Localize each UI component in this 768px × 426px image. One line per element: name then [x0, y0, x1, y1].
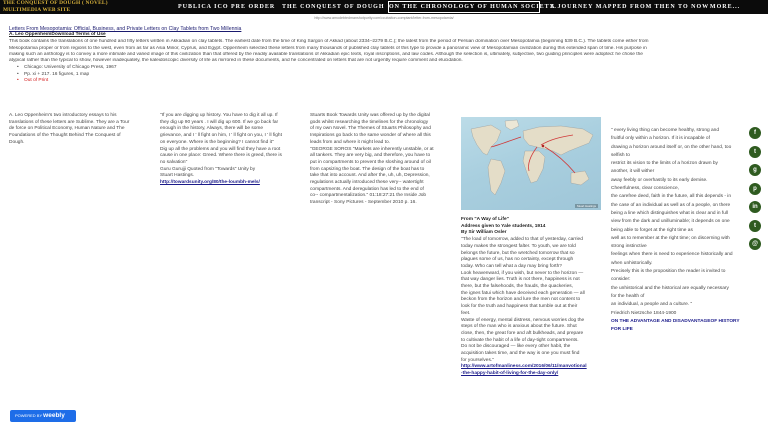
text-line: all tankers. They are very big, and therefore, you have to	[310, 153, 431, 159]
site-title-line-1: THE CONQUEST OF DOUGH ( NOVEL)	[3, 0, 108, 6]
text-line: regulations actually introduced these very-- watertight	[310, 180, 424, 186]
site-title-line-2: MULTIMEDIA WEB SITE	[3, 6, 71, 13]
text-line: selfish to	[611, 152, 630, 158]
text-line: Stuarts Book Towards Unity was offered up by the digital	[310, 113, 430, 118]
nav-item-publica-ico[interactable]: PUBLICA ICO PRE ORDER	[178, 4, 276, 10]
weebly-logo-text: weebly	[43, 412, 65, 419]
text-line: strong instinctive	[611, 244, 647, 250]
text-line: for the health of	[611, 293, 645, 299]
book-meta-list	[9, 65, 744, 84]
text-line: take that into account. And after the, uh, uh, Depression,	[310, 173, 430, 179]
nietzsche-essay-title-cont: FOR LIFE	[611, 327, 633, 333]
text-line: Look heavenward, if you wish, but never to the horizon —	[461, 270, 584, 276]
text-line: well as to remember at the right time; on discerning with	[611, 235, 730, 241]
text-line: belongs the future, but the wretched tomorrow that so	[461, 250, 575, 256]
text-line: that way danger lies. Truth is not there, happiness is not	[461, 277, 580, 283]
intro-line: making such an anthology is to convey a more intimate and varied image of this civilization than that offered by the readily available translations of Akkadian epic texts, royal inscriptions, and law codes. Although the selection is, ultimately, subjective, two guiding principles were adopted: he chose the	[9, 51, 643, 57]
top-navigation-bar	[0, 0, 768, 14]
text-line: being able to forget at the right time as	[611, 227, 693, 233]
text-line: look for the truth and happiness that tumble out at their	[461, 304, 578, 310]
text-line: the carefree deed, faith in the future, all this depends - in	[611, 194, 731, 200]
text-line: no salvation"	[160, 159, 188, 165]
meta-publisher: • Chicago: University of Chicago Press, 1967	[9, 65, 744, 71]
text-line: Do not be discouraged — like every other habit, the	[461, 344, 571, 350]
nav-item-conquest-of-dough[interactable]: THE CONQUEST OF DOUGH	[282, 4, 385, 10]
text-line: drawing a horizon around itself or, on the other hand, too	[611, 144, 732, 150]
source-url[interactable]: http://www.amodebtedmanshotpurity.com/ccubaiton-comptant/letter-from-mesopotamia/	[314, 16, 454, 20]
art-of-manliness-link[interactable]: http://www.artofmanliness.com/2016/06/11/manvotional	[461, 364, 587, 370]
text-line: Cheerfulness, clear conscience,	[611, 186, 679, 192]
intro-line: Mesopotamia proper or from regions to the west, even from as far as Asia Minor, Cyprus, and Egypt. Oppenheim selected these letters from many thousands of published clay tablets of this type to provide a panoramic view of Mesopotamian civilization during this extended span of time. His purpose in	[9, 45, 647, 51]
quote-source-author: By Sir William Osler	[461, 230, 507, 236]
text-line: gods whilst researching the timelines for the chronology	[310, 119, 429, 125]
quote-source-address: Address given to Yale students, 1914	[461, 223, 546, 229]
towards-unity-link[interactable]: http://towardsunity.org/80/the-loumbh-mels/	[160, 180, 260, 186]
text-line: the unhistorical and the historical are equally necessary	[611, 285, 729, 291]
text-line: fruitful only within a horizon. If it is incapable of	[611, 136, 710, 142]
text-line: beckon from the horizon and lure the men not content to	[461, 297, 581, 303]
text-line: put in compartments to prevent the sloshing around of oil	[310, 159, 431, 165]
nav-item-more[interactable]: MORE...	[709, 4, 741, 10]
facebook-icon[interactable]: f	[749, 127, 761, 139]
text-line: there, but the falsehoods, the frauds, the quackeries,	[461, 284, 573, 290]
text-line: feet.	[461, 310, 471, 316]
column-guru-quote	[160, 113, 305, 187]
text-line: Waste of energy, mental distress, nervous worries dog the	[461, 317, 585, 323]
book-title-link[interactable]: Letters From Mesopotamia: Official, Business, and Private Letters on Clay Tablets from Two Millennia	[9, 26, 242, 32]
nav-item-chronology[interactable]: ON THE CHRONOLOGY OF HUMAN SOCIETY.	[388, 1, 540, 13]
powered-by-label: POWERED BY	[15, 413, 43, 418]
text-line: they dig up 90 years . I will dig up 600. If we go back far	[160, 119, 279, 125]
column-nietzsche-quote	[611, 127, 749, 334]
art-of-manliness-link-cont[interactable]: -the-happy-habit-of-living-for-the-day-only/	[461, 371, 559, 377]
column-osler-quote	[461, 217, 606, 378]
column-stuart-soros	[310, 113, 456, 207]
text-line: from capsizing the boat. The design of the boat has to	[310, 166, 425, 172]
text-line: another, it will wither	[611, 169, 655, 175]
out-of-print-status: • Out of Print	[9, 78, 744, 84]
text-line: the ignes fatui which have deceived each generation — all	[461, 290, 585, 296]
text-line: "GEORGE SOROS "Markets are inherently unstable, or at	[310, 146, 434, 152]
text-line: Dough.	[9, 139, 25, 145]
text-line: view from the dark and unilluminable; it depends on one	[611, 219, 730, 225]
map-credit: Stuart Hastings	[576, 204, 596, 208]
text-line: Friedrich Nietzsche 1844-1900	[611, 310, 677, 316]
weebly-badge[interactable]	[10, 410, 76, 422]
text-line: Dig up all the problems and you will find they have a root	[160, 146, 281, 152]
pinterest-icon[interactable]: p	[749, 183, 761, 195]
text-line: being a line which distinguishes what is clear and in full	[611, 210, 729, 216]
text-line: grievance, and I ' ll fight on him, I ' ll fight on you, I ' ll fight	[160, 133, 282, 139]
quote-source-title: From "A Way of Life"	[461, 217, 509, 222]
text-line: consider:	[611, 277, 631, 283]
text-line: translations of these letters are Sublime. They are a Tour	[9, 119, 130, 125]
text-line: "The load of tomorrow, added to that of yesterday, carried	[461, 237, 583, 243]
text-line: on everyone. Where is the beginning? I cannot find it"	[160, 139, 274, 145]
tumblr-icon[interactable]: t	[749, 220, 761, 232]
text-line: Guru Gurujji Quoted from "Towards" Unity by	[160, 166, 256, 172]
text-line: today makes the strongest falter. To youth, we are told	[461, 243, 576, 249]
text-line: "If you are digging up history. You have to dig it all up. If	[160, 113, 278, 118]
column-oppenheim-note	[9, 113, 159, 147]
text-line: de force on Political Economy, Human Nature and The	[9, 126, 125, 132]
text-line: close, then, the great fore and aft bulkheads, and prepare	[461, 330, 584, 336]
meta-pages: • Pp. xi + 217. 16 figures, 1 map	[9, 72, 744, 78]
text-line: Foundations of the Thought Behind The Conquest of	[9, 133, 121, 139]
text-line: enough in the history, Always, there will be some	[160, 126, 264, 132]
text-line: Inspirations go back to the same wonder of where all this	[310, 133, 431, 139]
text-line: today. Who can tell what a day may bring forth?	[461, 263, 562, 269]
nav-item-journey-mapped[interactable]: A JOURNEY MAPPED FROM THEN TO NOW	[550, 4, 710, 10]
text-line: for yourselves."	[461, 357, 494, 363]
text-line: steps of the man who is anxious about the future. Shut	[461, 324, 577, 330]
text-line: feelings when there is need to experience historically and	[611, 252, 733, 258]
intro-section	[9, 26, 744, 84]
intro-line: This book contains the translations of one hundred and fifty letters written in Akkadian on clay tablets. The earliest date from the time of King Sargon of Akkad (about 2334–2279 B.C.); the latest from the period of Persian domination over Mesopotamia (beginning 539 B.C.). The tablets come either from	[9, 39, 649, 45]
site-title[interactable]	[3, 0, 153, 13]
world-map-graphic	[461, 117, 601, 210]
text-line: transcript - Sony Pictures - September 2010 p. 16.	[310, 200, 417, 206]
world-map-image[interactable]	[461, 117, 601, 210]
text-line: an individual, a people and a culture. "	[611, 302, 693, 308]
twitter-icon[interactable]: t	[749, 146, 761, 158]
text-line: when unhistorically.	[611, 260, 653, 266]
linkedin-icon[interactable]: in	[749, 201, 761, 213]
google-plus-icon[interactable]: g	[749, 164, 761, 176]
social-share-bar	[749, 127, 763, 257]
text-line: plagues some of us, has no certainty, except through	[461, 257, 574, 263]
email-icon[interactable]: @	[749, 238, 761, 250]
nietzsche-essay-title: ON THE ADVANTAGE AND DISADVANTAGEOF HISTORY	[611, 318, 740, 324]
text-line: Stuart Hastings.	[160, 173, 195, 179]
text-line: cause in one place: Greed. Where there is greed, there is	[160, 153, 282, 159]
text-line: restrict its vision to the limits of a horizon drawn by	[611, 161, 718, 167]
text-line: Precisely this is the proposition the reader is invited to	[611, 269, 726, 275]
text-line: leads from and where it might lead to.	[310, 139, 390, 145]
text-line: to cultivate the habit of a life of day-tight compartments.	[461, 337, 579, 343]
book-author-terms-link[interactable]: A. Leo OppenheimDownload Terms of Use	[9, 32, 106, 38]
text-line: compartments. And deregulation has led to the end of	[310, 186, 424, 192]
intro-line: atypical rather than the typical to show, however inadequately, the kaleidoscopic diversity of life as mirrored in these documents, and he concentrated on letters that are not urgently require comment and elucidation.	[9, 58, 463, 64]
text-line: of my own Novel. The Themes of Stuarts Philosophy and	[310, 126, 431, 132]
text-line: acquisition takes time, and the way is one you must find	[461, 351, 580, 357]
text-line: " every living thing can become healthy, strong and	[611, 128, 720, 133]
text-line: away feebly or overhastily to its early demise.	[611, 177, 708, 183]
text-line: the case of an individual as well as of a people, on there	[611, 202, 731, 208]
intro-paragraph	[9, 39, 744, 64]
text-line: A. Leo Oppenheim's two introductory essays to his	[9, 113, 117, 118]
text-line: co-- compartmentalization." 01:18:27:21 the Inside Job	[310, 193, 427, 199]
